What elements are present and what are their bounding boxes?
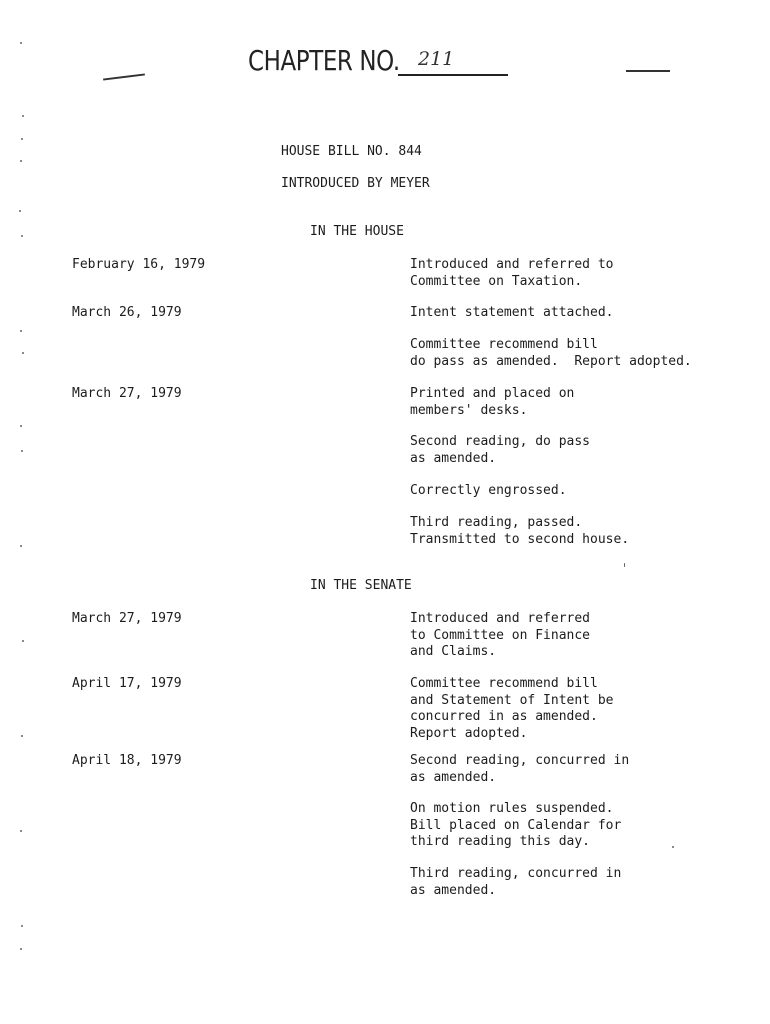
scan-speck — [21, 735, 23, 737]
bill-number: HOUSE BILL NO. 844 — [281, 144, 422, 159]
scan-speck — [20, 830, 22, 832]
scan-speck — [22, 640, 24, 642]
scan-speck — [20, 545, 22, 547]
chapter-label: CHAPTER NO. — [248, 44, 400, 77]
scan-speck — [20, 330, 22, 332]
senate-entry-action: Introduced and referred to Committee on Finance and Claims. — [410, 611, 591, 659]
senate-entry-action: Second reading, concurred in as amended. — [410, 753, 630, 785]
scan-speck — [20, 425, 22, 427]
senate-entry-date: March 27, 1979 — [72, 611, 182, 626]
senate-entry-action: On motion rules suspended. Bill placed on Calendar for third reading this day. — [410, 801, 622, 849]
left-scan-mark — [103, 73, 145, 80]
senate-entry-date: April 17, 1979 — [72, 676, 182, 691]
chapter-number-field — [398, 48, 508, 76]
scan-speck — [672, 846, 674, 848]
scan-speck — [22, 115, 24, 117]
senate-entry-action: Committee recommend bill and Statement of Intent be concurred in as amended. Report adopted. — [410, 676, 614, 741]
scan-speck — [22, 352, 24, 354]
senate-section-title: IN THE SENATE — [310, 578, 412, 593]
house-entry-date: February 16, 1979 — [72, 257, 206, 272]
house-entry-action: Second reading, do pass as amended. — [410, 434, 591, 466]
house-section-title: IN THE HOUSE — [310, 224, 404, 239]
house-entry-action: Correctly engrossed. — [410, 483, 567, 498]
house-entry-action: Introduced and referred to Committee on Taxation. — [410, 257, 614, 289]
scan-speck — [19, 210, 21, 212]
house-entry-date: March 26, 1979 — [72, 305, 182, 320]
house-entry-date: March 27, 1979 — [72, 386, 182, 401]
scan-speck — [21, 925, 23, 927]
chapter-number: 211 — [418, 48, 455, 70]
scan-speck — [624, 563, 625, 567]
house-entry-action: Third reading, passed. Transmitted to second house. — [410, 515, 630, 547]
house-entry-action: Printed and placed on members' desks. — [410, 386, 575, 418]
right-scan-mark — [626, 70, 670, 72]
senate-entry-date: April 18, 1979 — [72, 753, 182, 768]
senate-entry-action: Third reading, concurred in as amended. — [410, 866, 622, 898]
scan-speck — [20, 42, 22, 44]
scan-speck — [20, 948, 22, 950]
introduced-by: INTRODUCED BY MEYER — [281, 176, 430, 191]
scan-speck — [21, 450, 23, 452]
house-entry-action: Intent statement attached. — [410, 305, 614, 320]
scan-speck — [20, 160, 22, 162]
scan-speck — [21, 235, 23, 237]
scan-speck — [21, 138, 23, 140]
house-entry-action: Committee recommend bill do pass as amended. Report adopted. — [410, 337, 692, 369]
